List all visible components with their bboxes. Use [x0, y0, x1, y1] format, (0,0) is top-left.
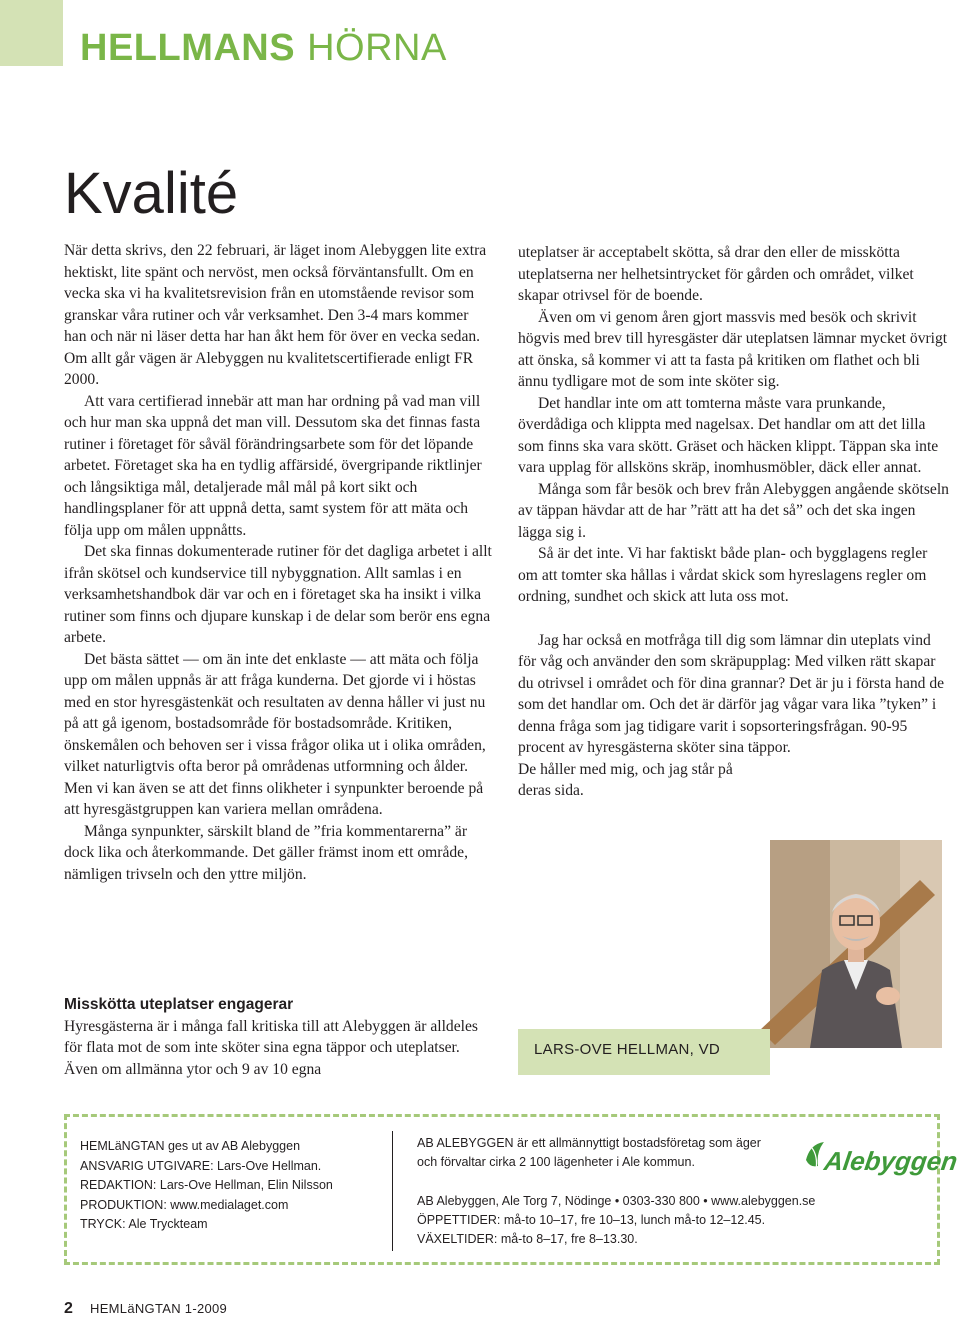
- paragraph: Det bästa sättet — om än inte det enklaste — att mäta och följa upp om målen uppnås är att fråga kunderna. Det gjorde vi i höstas med en stor hyresgästenkät och resultaten av denna håller vi just nu på att gå igenom, bostadsområde för bostadsområde. Kritiken, önskemålen och behoven ser i vissa frågor olika ut i olika områden, vilket naturligtvis ofta beror på områdenas utformning och ålder. Men vi kan även se att det finns olikheter i synpunkter beroende på att hyresgästgruppen kan variera mellan områdena.: [64, 650, 486, 818]
- portrait-photo: [770, 840, 942, 1048]
- column-header-bold: HELLMANS: [80, 27, 296, 69]
- company-line: AB ALEBYGGEN är ett allmännyttigt bostadsföretag som äger: [417, 1136, 761, 1150]
- paragraph: Det handlar inte om att tomterna måste vara prunkande, överdådiga och klippta med nagelsax. Det handlar om att det lilla som finns ska vara skött. Gräset och häcken klippt. Täppan ska inte vara upplag för allsköns skräp, inomhusmöbler, däck eller annat.: [518, 394, 939, 476]
- paragraph: Många synpunkter, särskilt bland de ”fria kommentarerna” är dock lika och återkommande. Det gäller främst inom ett område, nämligen trivseln och den yttre miljön.: [64, 822, 468, 883]
- paragraph: Även om vi genom åren gjort massvis med besök och skrivit högvis med brev till hyresgäster där uteplatsen lämnar mycket övrigt att önska, så kommer vi att ta fasta på kritiken om flathet och bli ännu tydligare mot de som inte sköter sig.: [518, 308, 948, 390]
- switchboard-hours: VÄXELTIDER: må-to 8–17, fre 8–13.30.: [417, 1232, 638, 1246]
- logo-wordmark: Alebyggen: [822, 1146, 960, 1176]
- paragraph: Hyresgästerna är i många fall kritiska till att Alebyggen är alldeles för flata mot de som inte sköter sina egna täppor och uteplatser. Även om allmänna ytor och 9 av 10 egna: [64, 1017, 478, 1078]
- credit-line: HEMLäNGTAN ges ut av AB Alebyggen: [80, 1139, 301, 1153]
- paragraph: Att vara certifierad innebär att man har ordning på vad man vill och hur man ska uppnå det man vill. Dessutom ska det finnas fasta rutiner i företaget för såväl förändringsarbete som för det löpande arbetet. Företaget ska ha en tydlig affärsidé, övergripande riktlinjer och långsiktiga mål, detaljerade mål mål på kort sikt och handlingsplaner för att uppnå detta, samt system för att mäta och följa upp om målen uppnåtts.: [64, 392, 482, 539]
- article-right-column: [518, 242, 950, 802]
- photo-caption: [518, 1029, 770, 1075]
- caption-text: LARS-OVE HELLMAN, VD: [534, 1041, 721, 1058]
- alebyggen-logo: [802, 1136, 960, 1184]
- colophon-divider: [392, 1131, 393, 1251]
- subheading: Misskötta uteplatser engagerar: [64, 996, 294, 1013]
- subsection: [64, 994, 492, 1080]
- article-title: Kvalité: [64, 161, 239, 226]
- publication-issue: HEMLäNGTAN 1-2009: [90, 1301, 228, 1316]
- article-left-column: [64, 240, 492, 885]
- paragraph: De håller med mig, och jag står på deras sida.: [518, 760, 733, 799]
- contact-line: AB Alebyggen, Ale Torg 7, Nödinge • 0303-330 800 • www.alebyggen.se: [417, 1194, 816, 1208]
- company-line: och förvaltar cirka 2 100 lägenheter i Ale kommun.: [417, 1155, 695, 1169]
- paragraph: När detta skrivs, den 22 februari, är läget inom Alebyggen lite extra hektiskt, lite spänt och nervöst, men också förväntansfullt. Om en vecka ska vi ha kvalitetsrevision från en utomstående revisor som granskar våra rutiner och vår verksamhet. Den 3-4 mars kommer han och när ni läser detta har han åkt hem för över en vecka sedan. Om allt går vägen är Alebyggen nu kvalitetscertifierade enligt FR 2000.: [64, 242, 487, 388]
- credit-line: TRYCK: Ale Tryckteam: [80, 1217, 208, 1231]
- column-header: [80, 22, 447, 74]
- paragraph: Jag har också en motfråga till dig som lämnar din uteplats vind för våg och använder den som skräpupplag: Med vilken rätt skapar du otrivsel i området och för dina grannar? Det är ju i första hand de som det handlar om. Och det är därför jag vågar vara lika ”tyken” i denna fråga som jag tidigare varit i sopsorteringsfrågan. 90-95 procent av hyresgästerna sköter sina täppor.: [518, 631, 945, 756]
- column-header-light: HÖRNA: [307, 27, 447, 69]
- header-accent-bar: [0, 0, 63, 66]
- page-number: 2: [64, 1300, 73, 1317]
- paragraph: uteplatser är acceptabelt skötta, så drar den eller de misskötta uteplatserna ner helhetsintrycket för gården och området, vilket skapar otrivsel för de boende.: [518, 244, 914, 304]
- credit-line: ANSVARIG UTGIVARE: Lars-Ove Hellman.: [80, 1158, 322, 1173]
- credit-line: PRODUKTION: www.medialaget.com: [80, 1197, 289, 1212]
- colophon-credits: [80, 1137, 333, 1235]
- credit-line: REDAKTION: Lars-Ove Hellman, Elin Nilsson: [80, 1178, 333, 1192]
- paragraph: Det ska finnas dokumenterade rutiner för det dagliga arbetet i allt ifrån skötsel och kundservice till nybyggnation. Allt samlas i en verksamhetshandbok där var och en i företaget ska ha insikt i vilka rutiner som finns och djupare kunskap i de delar som berör ens egna arbete.: [64, 543, 492, 646]
- paragraph: Så är det inte. Vi har faktiskt både plan- och bygglagens regler om att tomter ska hållas i vårdat skick som hyreslagens regler om ordning, sundhet och skick att luta oss mot.: [518, 545, 928, 605]
- opening-hours: ÖPPETTIDER: må-to 10–17, fre 10–13, lunch må-to 12–12.45.: [417, 1213, 766, 1227]
- paragraph: Många som får besök och brev från Alebyggen angående skötseln av täppan hävdar att de har ”rätt att ha det så” och det ska ingen lägga sig i.: [518, 480, 949, 541]
